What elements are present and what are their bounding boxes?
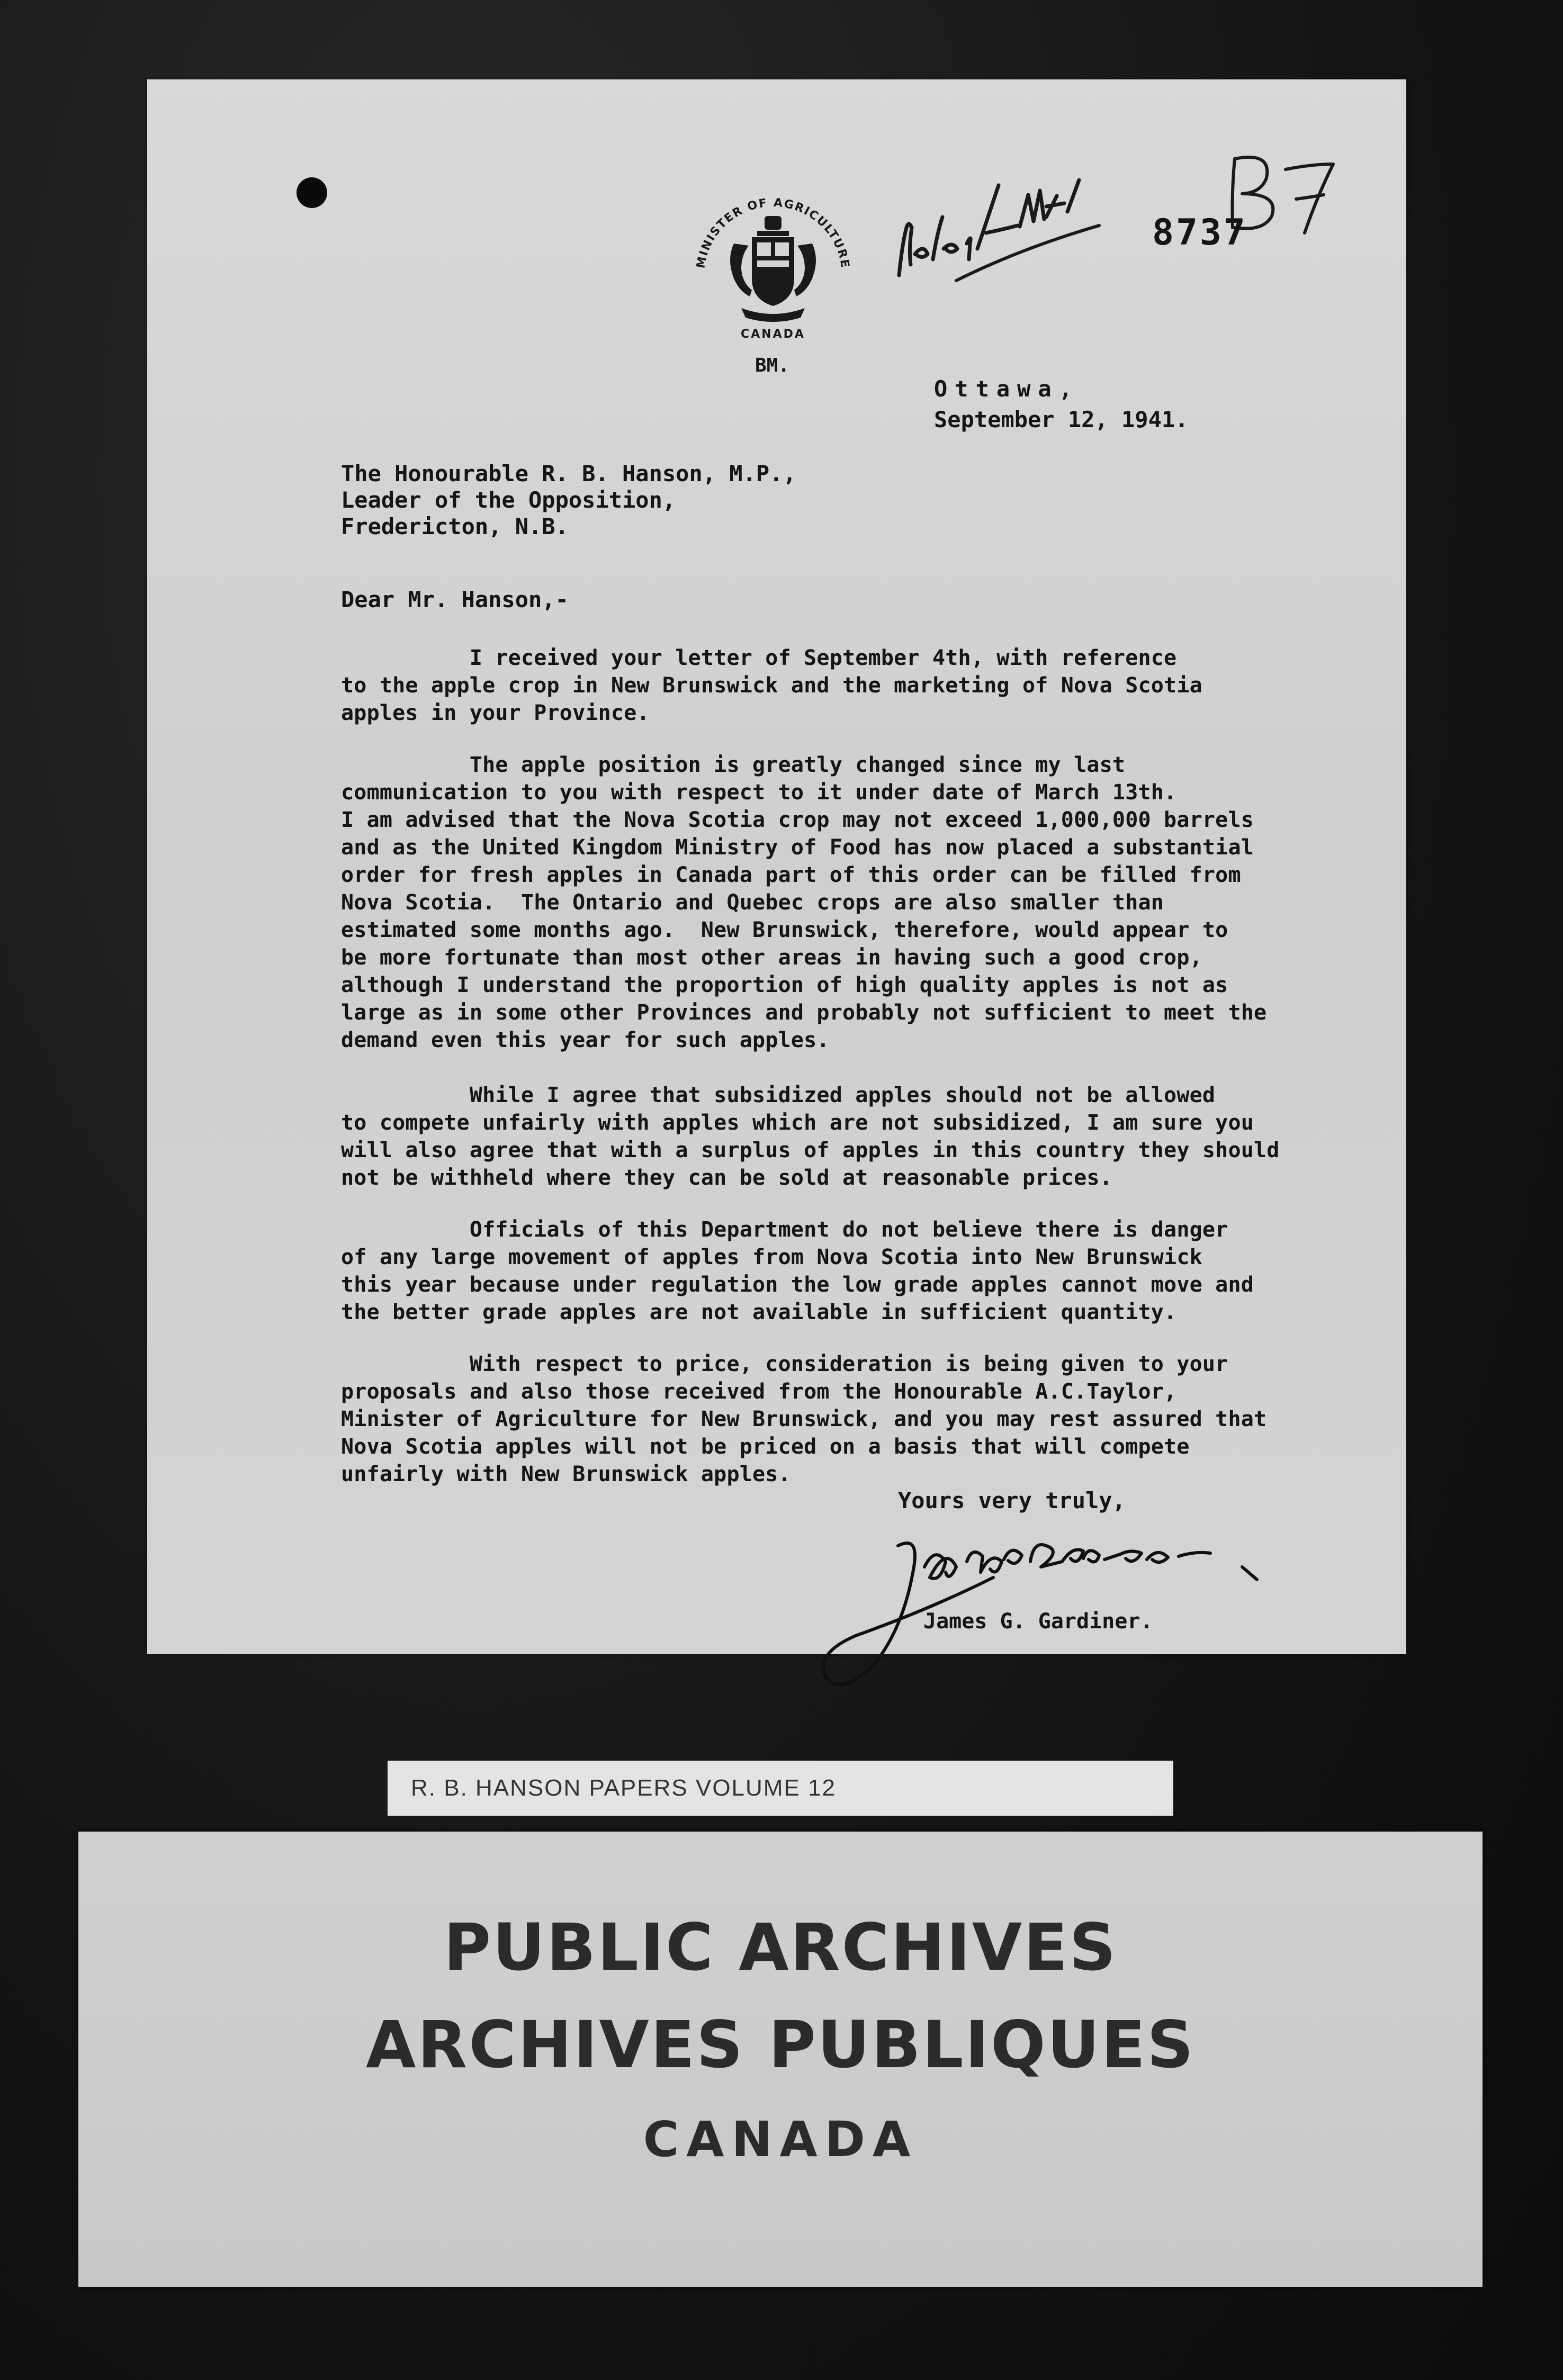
archives-title-french: ARCHIVES PUBLIQUES: [365, 2007, 1196, 2082]
body-line: Minister of Agriculture for New Brunswick, and you may rest assured that: [341, 1407, 1267, 1431]
body-line: demand even this year for such apples.: [341, 1028, 830, 1052]
body-line: order for fresh apples in Canada part of this order can be filled from: [341, 863, 1241, 887]
body-line: proposals and also those received from the Honourable A.C.Taylor,: [341, 1380, 1177, 1404]
body-line: While I agree that subsidized apples should not be allowed: [341, 1083, 1216, 1107]
body-line: apples in your Province.: [341, 701, 650, 725]
body-line: this year because under regulation the low grade apples cannot move and: [341, 1273, 1254, 1297]
body-line: Nova Scotia apples will not be priced on a basis that will compete: [341, 1435, 1190, 1459]
body-line: Officials of this Department do not believe there is danger: [341, 1218, 1228, 1242]
seal-country-text: CANADA: [741, 328, 805, 341]
seal-arc-text: MINISTER OF AGRICULTURE: [694, 196, 852, 269]
letter-date: September 12, 1941.: [934, 407, 1189, 432]
coat-of-arms-icon: [683, 169, 863, 360]
letter-place: Ottawa,: [934, 376, 1080, 402]
addressee-line: The Honourable R. B. Hanson, M.P.,: [341, 461, 796, 486]
letter-page: [147, 79, 1406, 1654]
closing: Yours very truly,: [898, 1488, 1126, 1513]
body-line: although I understand the proportion of high quality apples is not as: [341, 973, 1228, 997]
body-line: With respect to price, consideration is being given to your: [341, 1352, 1228, 1376]
signer-name: James G. Gardiner.: [923, 1609, 1153, 1634]
ministry-seal: [683, 169, 863, 360]
archives-title-english: PUBLIC ARCHIVES: [443, 1910, 1118, 1985]
archives-country: CANADA: [643, 2111, 918, 2168]
salutation: Dear Mr. Hanson,-: [341, 587, 569, 612]
document-number: 8737: [1152, 212, 1247, 254]
body-line: I received your letter of September 4th, with reference: [341, 646, 1177, 670]
body-line: large as in some other Provinces and probably not sufficient to meet the: [341, 1000, 1267, 1025]
body-line: Nova Scotia. The Ontario and Quebec crops are also smaller than: [341, 890, 1164, 915]
body-line: unfairly with New Brunswick apples.: [341, 1462, 791, 1486]
body-line: not be withheld where they can be sold at reasonable prices.: [341, 1166, 1112, 1190]
seal-initials: BM.: [755, 355, 790, 376]
archives-card: [78, 1832, 1483, 2287]
handwritten-annotation: [887, 169, 1110, 291]
addressee-line: Leader of the Opposition,: [341, 487, 676, 513]
body-line: I am advised that the Nova Scotia crop may not exceed 1,000,000 barrels: [341, 808, 1254, 832]
body-line: to the apple crop in New Brunswick and the marketing of Nova Scotia: [341, 673, 1202, 698]
body-line: The apple position is greatly changed since my last: [341, 753, 1126, 777]
addressee-line: Fredericton, N.B.: [341, 513, 569, 539]
body-line: be more fortunate than most other areas in having such a good crop,: [341, 945, 1202, 970]
body-line: the better grade apples are not available in sufficient quantity.: [341, 1300, 1177, 1324]
body-line: of any large movement of apples from Nova Scotia into New Brunswick: [341, 1245, 1202, 1269]
body-line: will also agree that with a surplus of apples in this country they should: [341, 1138, 1280, 1162]
reference-label: R. B. HANSON PAPERS VOLUME 12: [388, 1761, 1173, 1816]
body-line: estimated some months ago. New Brunswick, therefore, would appear to: [341, 918, 1228, 942]
body-line: to compete unfairly with apples which are not subsidized, I am sure you: [341, 1111, 1254, 1135]
body-line: communication to you with respect to it under date of March 13th.: [341, 780, 1177, 805]
body-line: and as the United Kingdom Ministry of Food has now placed a substantial: [341, 835, 1254, 860]
handwritten-signature: [819, 1509, 1284, 1699]
punch-hole: [297, 177, 327, 208]
